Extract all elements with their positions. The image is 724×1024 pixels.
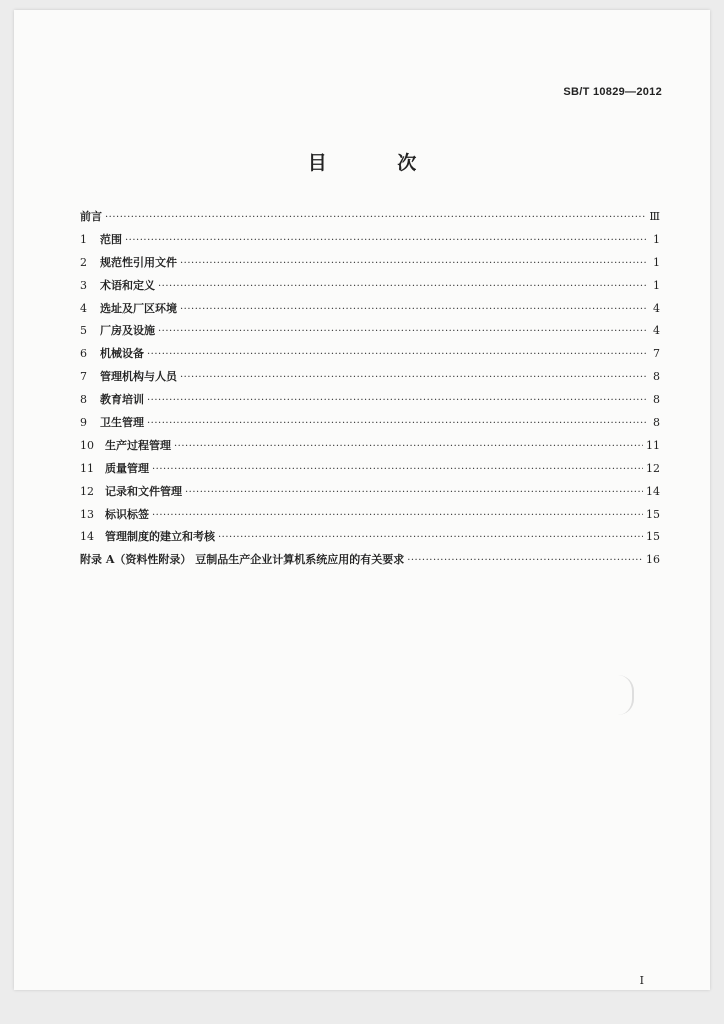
toc-entry-number: 12 [80,484,94,498]
leader-dots [152,510,643,521]
toc-entry[interactable] [80,231,660,254]
leader-dots [147,395,647,406]
leader-dots [185,487,643,498]
toc-entry-number: 3 [80,278,87,292]
toc-entry-number: 9 [80,416,87,430]
toc-entry-label: 记录和文件管理 [105,484,182,498]
toc-entry[interactable] [80,254,660,277]
page-number: I [639,974,644,987]
toc-entry-number: 2 [80,255,87,269]
toc-entry[interactable] [80,300,660,323]
toc-entry-page: 4 [653,301,660,315]
leader-dots [174,441,643,452]
leader-dots [158,326,647,337]
toc-entry-label: 厂房及设施 [100,324,155,338]
paper-smudge [618,675,634,715]
toc-entry-label: 术语和定义 [100,278,155,292]
toc-entry-number: 7 [80,370,87,384]
toc-entry-label: 教育培训 [100,393,144,407]
toc-entry-label: 标识标签 [105,507,149,521]
leader-dots [158,281,647,292]
toc-entry-number: 11 [80,461,94,475]
toc-entry-number: 8 [80,393,87,407]
toc-entry-number: 1 [80,232,87,246]
page-title: 目 次 [307,152,449,174]
leader-dots [218,532,643,543]
toc-entry[interactable] [80,277,660,300]
toc-entry-page: 4 [653,324,660,338]
toc-entry-page: 11 [646,438,660,452]
leader-dots [147,349,647,360]
toc-entry-number: 13 [80,507,94,521]
toc-entry-number: 14 [80,530,94,544]
toc-entry-page: 16 [646,553,660,567]
toc-entry-number: 10 [80,438,94,452]
toc-entry-label: 范围 [100,232,122,246]
toc-entry-page: 8 [653,370,660,384]
toc-entry-number: 4 [80,301,87,315]
toc-entry-label: 前言 [80,210,102,223]
toc-entry[interactable] [80,483,660,506]
toc-entry-number: 5 [80,324,87,338]
table-of-contents [80,208,660,574]
toc-entry-page: Ⅲ [649,210,660,223]
toc-entry-label: 选址及厂区环境 [100,301,177,315]
toc-entry[interactable] [80,322,660,345]
leader-dots [180,372,647,383]
toc-entry-number: 6 [80,347,87,361]
document-page [14,10,710,990]
leader-dots [180,304,647,315]
toc-entry-label: 生产过程管理 [105,438,171,452]
toc-entry-page: 14 [646,484,660,498]
toc-entry[interactable] [80,460,660,483]
toc-entry-foreword[interactable] [80,208,660,231]
toc-entry-page: 8 [653,393,660,407]
toc-entry[interactable] [80,391,660,414]
toc-entry[interactable] [80,345,660,368]
leader-dots [125,235,647,246]
leader-dots [180,258,647,269]
toc-entry[interactable] [80,368,660,391]
toc-entry-label: 管理机构与人员 [100,370,177,384]
leader-dots [152,464,643,475]
toc-entry-page: 15 [646,530,660,544]
leader-dots [147,418,647,429]
leader-dots [105,212,646,223]
toc-entry-page: 7 [653,347,660,361]
toc-entry-label: 质量管理 [105,461,149,475]
toc-entry[interactable] [80,437,660,460]
toc-entry-page: 1 [653,255,660,269]
toc-entry[interactable] [80,414,660,437]
document-number: SB/T 10829—2012 [563,86,662,98]
toc-entry-label: 机械设备 [100,347,144,361]
toc-entry-page: 8 [653,416,660,430]
toc-entry-page: 1 [653,278,660,292]
toc-entry-page: 12 [646,461,660,475]
leader-dots [407,555,643,566]
toc-entry-page: 15 [646,507,660,521]
toc-entry[interactable] [80,506,660,529]
toc-entry[interactable] [80,528,660,551]
toc-entry-label: 附录 A（资料性附录） 豆制品生产企业计算机系统应用的有关要求 [80,553,405,567]
toc-entry-page: 1 [653,232,660,246]
toc-entry-label: 规范性引用文件 [100,255,177,269]
toc-entry-appendix-a[interactable] [80,551,660,574]
toc-entry-label: 卫生管理 [100,416,144,430]
toc-entry-label: 管理制度的建立和考核 [105,530,215,544]
